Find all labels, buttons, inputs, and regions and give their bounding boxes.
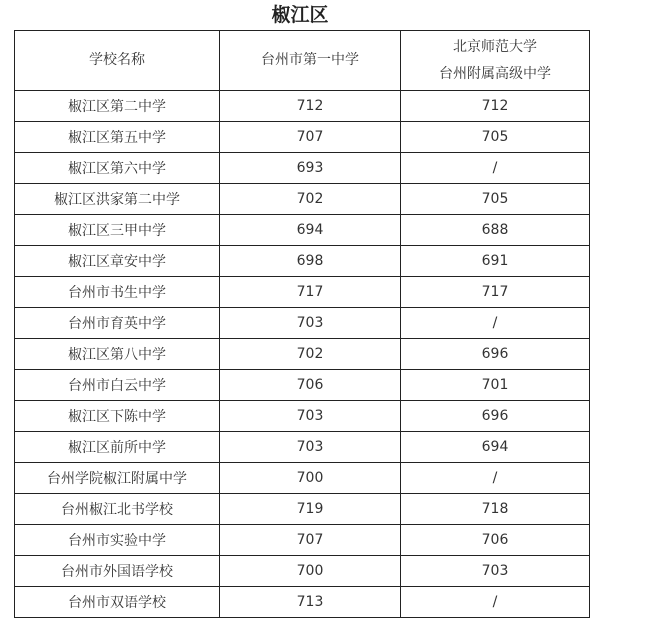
cell-score-col1: 703: [220, 432, 401, 463]
cell-school: 椒江区第八中学: [15, 339, 220, 370]
cell-score-col2: 696: [401, 401, 590, 432]
cell-score-col1: 712: [220, 91, 401, 122]
table-row: [15, 401, 590, 432]
cell-score-col2: /: [401, 587, 590, 618]
cell-school: 台州市外国语学校: [15, 556, 220, 587]
cell-school: 椒江区第五中学: [15, 122, 220, 153]
table-row: [15, 556, 590, 587]
cell-score-col2: 691: [401, 246, 590, 277]
table-row: [15, 215, 590, 246]
cell-score-col2: 705: [401, 122, 590, 153]
cell-score-col2: 712: [401, 91, 590, 122]
cell-score-col1: 707: [220, 525, 401, 556]
cell-score-col1: 707: [220, 122, 401, 153]
cell-score-col2: /: [401, 463, 590, 494]
cell-school: 台州学院椒江附属中学: [15, 463, 220, 494]
cell-score-col1: 700: [220, 556, 401, 587]
cell-school: 椒江区第六中学: [15, 153, 220, 184]
table-row: [15, 339, 590, 370]
cell-score-col1: 713: [220, 587, 401, 618]
table-row: [15, 246, 590, 277]
cell-score-col1: 702: [220, 184, 401, 215]
cell-score-col1: 698: [220, 246, 401, 277]
cell-school: 台州市双语学校: [15, 587, 220, 618]
cell-score-col2: 696: [401, 339, 590, 370]
cell-school: 椒江区三甲中学: [15, 215, 220, 246]
page-title: 椒江区: [271, 4, 329, 26]
cell-score-col1: 700: [220, 463, 401, 494]
cell-score-col2: /: [401, 153, 590, 184]
table-row: [15, 153, 590, 184]
cell-score-col1: 717: [220, 277, 401, 308]
cell-score-col2: 701: [401, 370, 590, 401]
cell-score-col1: 703: [220, 401, 401, 432]
cell-school: 椒江区下陈中学: [15, 401, 220, 432]
table-row: [15, 277, 590, 308]
cell-school: 台州椒江北书学校: [15, 494, 220, 525]
table-row: [15, 91, 590, 122]
header-bnu-line2: 台州附属高级中学: [439, 65, 551, 82]
table-row: [15, 463, 590, 494]
header-bnu-taizhou: [401, 31, 590, 91]
header-school-name: 学校名称: [15, 31, 220, 91]
cell-school: 台州市书生中学: [15, 277, 220, 308]
cell-school: 椒江区第二中学: [15, 91, 220, 122]
cell-school: 椒江区洪家第二中学: [15, 184, 220, 215]
cell-score-col1: 694: [220, 215, 401, 246]
cell-score-col2: 694: [401, 432, 590, 463]
score-table: [14, 30, 590, 618]
cell-school: 台州市白云中学: [15, 370, 220, 401]
cell-score-col1: 703: [220, 308, 401, 339]
cell-score-col2: 718: [401, 494, 590, 525]
table-row: [15, 370, 590, 401]
cell-school: 台州市实验中学: [15, 525, 220, 556]
table-row: [15, 308, 590, 339]
header-bnu-line1: 北京师范大学: [453, 38, 537, 55]
table-row: [15, 432, 590, 463]
cell-score-col1: 706: [220, 370, 401, 401]
cell-score-col1: 702: [220, 339, 401, 370]
table-row: [15, 587, 590, 618]
header-taizhou-no1: 台州市第一中学: [220, 31, 401, 91]
cell-school: 椒江区章安中学: [15, 246, 220, 277]
cell-score-col2: 688: [401, 215, 590, 246]
cell-school: 台州市育英中学: [15, 308, 220, 339]
cell-score-col2: /: [401, 308, 590, 339]
cell-score-col2: 717: [401, 277, 590, 308]
cell-score-col1: 719: [220, 494, 401, 525]
cell-score-col2: 706: [401, 525, 590, 556]
table-row: [15, 494, 590, 525]
cell-score-col2: 705: [401, 184, 590, 215]
cell-score-col1: 693: [220, 153, 401, 184]
table-header-row: [15, 31, 590, 91]
cell-school: 椒江区前所中学: [15, 432, 220, 463]
cell-score-col2: 703: [401, 556, 590, 587]
table-row: [15, 122, 590, 153]
table-row: [15, 525, 590, 556]
table-row: [15, 184, 590, 215]
